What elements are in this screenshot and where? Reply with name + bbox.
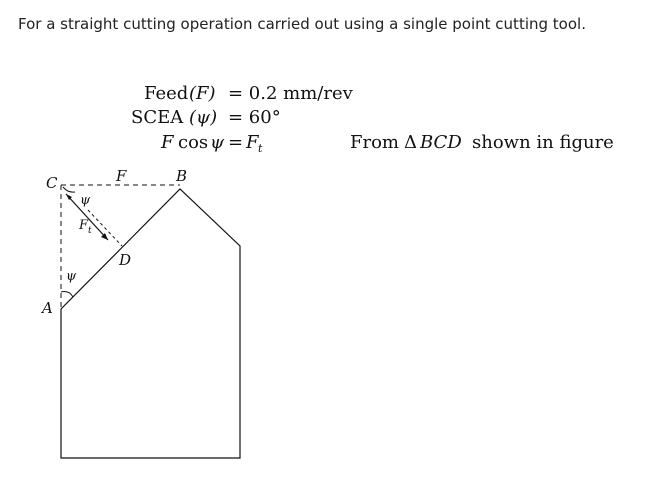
feed-value: = 0.2 mm/rev — [228, 83, 353, 104]
angle-arc-bottom — [61, 292, 73, 297]
relation-Ft: F — [246, 132, 259, 153]
label-F: F — [116, 167, 127, 185]
scea-symbol: (ψ) — [189, 107, 218, 128]
label-A: A — [42, 299, 53, 317]
relation-Ft-subscript: t — [258, 142, 263, 155]
label-D: D — [119, 251, 132, 269]
scea-value: = 60° — [228, 107, 281, 128]
note-suffix: shown in figure — [472, 132, 614, 153]
dashed-line-to-D — [88, 210, 122, 246]
note-triangle: BCD — [420, 132, 462, 153]
relation-F: F — [161, 132, 174, 153]
relation-cos: cos — [178, 132, 209, 153]
relation-equals: = — [228, 132, 244, 153]
label-C: C — [46, 174, 58, 192]
relation-psi: ψ — [210, 132, 225, 153]
note-prefix: From — [350, 132, 399, 153]
intro-text: For a straight cutting operation carried out using a single point cutting tool. — [18, 15, 586, 33]
label-psi-top: ψ — [80, 193, 91, 208]
scea-label: SCEA — [131, 107, 184, 128]
label-Ft-subscript: t — [88, 226, 92, 236]
note-delta: Δ — [404, 132, 417, 153]
label-Ft: F — [79, 218, 89, 233]
label-B: B — [176, 167, 188, 185]
feed-label: Feed — [144, 83, 189, 104]
figure-note — [350, 132, 614, 153]
angle-arc-top — [63, 187, 75, 192]
label-psi-bottom: ψ — [66, 269, 77, 284]
feed-symbol: (F) — [189, 83, 216, 104]
equations — [131, 83, 354, 155]
